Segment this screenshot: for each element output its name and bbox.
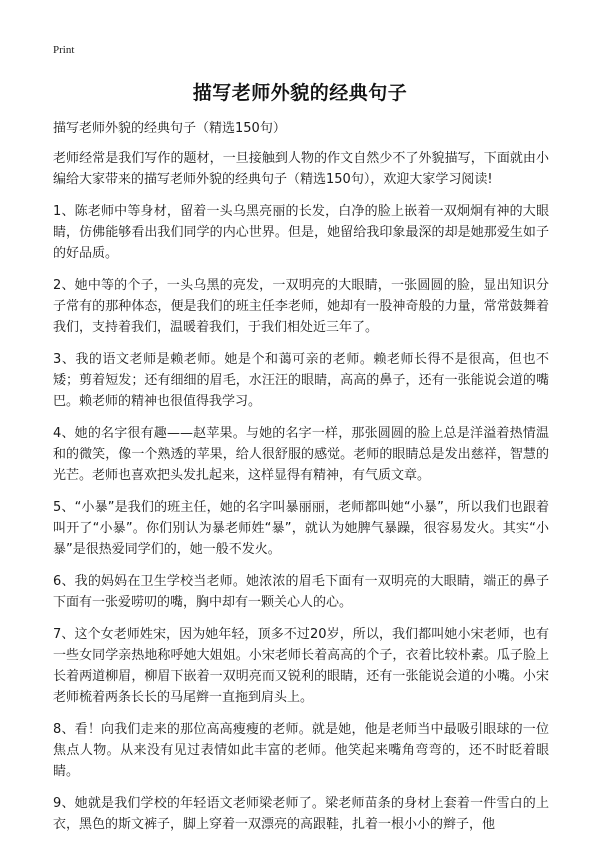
article-subtitle: 描写老师外貌的经典句子（精选150句）	[53, 121, 286, 136]
paragraph-5: 5、“小暴”是我们的班主任，她的名字叫暴丽丽，老师都叫她“小暴”，所以我们也跟着叫开了“小暴”。你们别认为暴老师姓“暴”，就认为她脾气暴躁，很容易发火。其实“小暴”是很热爱同学们的，她一般不发火。	[53, 500, 549, 557]
paragraph-7: 7、这个女老师姓宋，因为她年轻，顶多不过20岁，所以，我们都叫她小宋老师，也有一些女同学亲热地称呼她大姐姐。小宋老师长着高高的个子，衣着比较朴素。瓜子脸上长着两道柳眉，柳眉下嵌着一双明亮而又锐利的眼睛，还有一张能说会道的小嘴。小宋老师梳着两条长长的马尾辫一直拖到肩头上。	[53, 627, 549, 705]
paragraph-8: 8、看！向我们走来的那位高高瘦瘦的老师。就是她，他是老师当中最吸引眼球的一位焦点人物。从来没有见过表情如此丰富的老师。他笑起来嘴角弯弯的，还不时眨着眼睛。	[53, 722, 549, 779]
paragraph-1: 1、陈老师中等身材，留着一头乌黑亮丽的长发，白净的脸上嵌着一双炯炯有神的大眼睛，仿佛能够看出我们同学的内心世界。但是，她留给我印象最深的却是她那爱生如子的好品质。	[53, 204, 549, 261]
paragraph-9: 9、她就是我们学校的年轻语文老师梁老师了。梁老师苗条的身材上套着一件雪白的上衣，黑色的斯文裤子，脚上穿着一双漂亮的高跟鞋，扎着一根小小的辫子，他	[53, 796, 549, 832]
article-body	[53, 118, 549, 846]
paragraph-2: 2、她中等的个子，一头乌黑的亮发，一双明亮的大眼睛，一张圆圆的脸，显出知识分子常有的那种体态，便是我们的班主任李老师，她却有一股神奇般的力量，常常鼓舞着我们，支持着我们，温暖着我们，于我们相处近三年了。	[53, 278, 549, 335]
paragraph-4: 4、她的名字很有趣——赵苹果。与她的名字一样，那张圆圆的脸上总是洋溢着热情温和的微笑，像一个熟透的苹果，给人很舒服的感觉。老师的眼睛总是发出慈祥，智慧的光芒。老师也喜欢把头发扎起来，这样显得有精神，有气质文章。	[53, 426, 549, 483]
paragraph-3: 3、我的语文老师是赖老师。她是个和蔼可亲的老师。赖老师长得不是很高，但也不矮；剪着短发；还有细细的眉毛，水汪汪的眼睛，高高的鼻子，还有一张能说会道的嘴巴。赖老师的精神也很值得我学习。	[53, 352, 549, 409]
paragraph-6: 6、我的妈妈在卫生学校当老师。她浓浓的眉毛下面有一双明亮的大眼睛，端正的鼻子下面有一张爱唠叨的嘴，胸中却有一颗关心人的心。	[53, 574, 549, 610]
intro-paragraph: 老师经常是我们写作的题材，一旦接触到人物的作文自然少不了外貌描写，下面就由小编给大家带来的描写老师外貌的经典句子（精选150句），欢迎大家学习阅读!	[53, 151, 549, 187]
page-title: 描写老师外貌的经典句子	[192, 82, 408, 104]
print-link[interactable]: Print	[53, 44, 75, 56]
